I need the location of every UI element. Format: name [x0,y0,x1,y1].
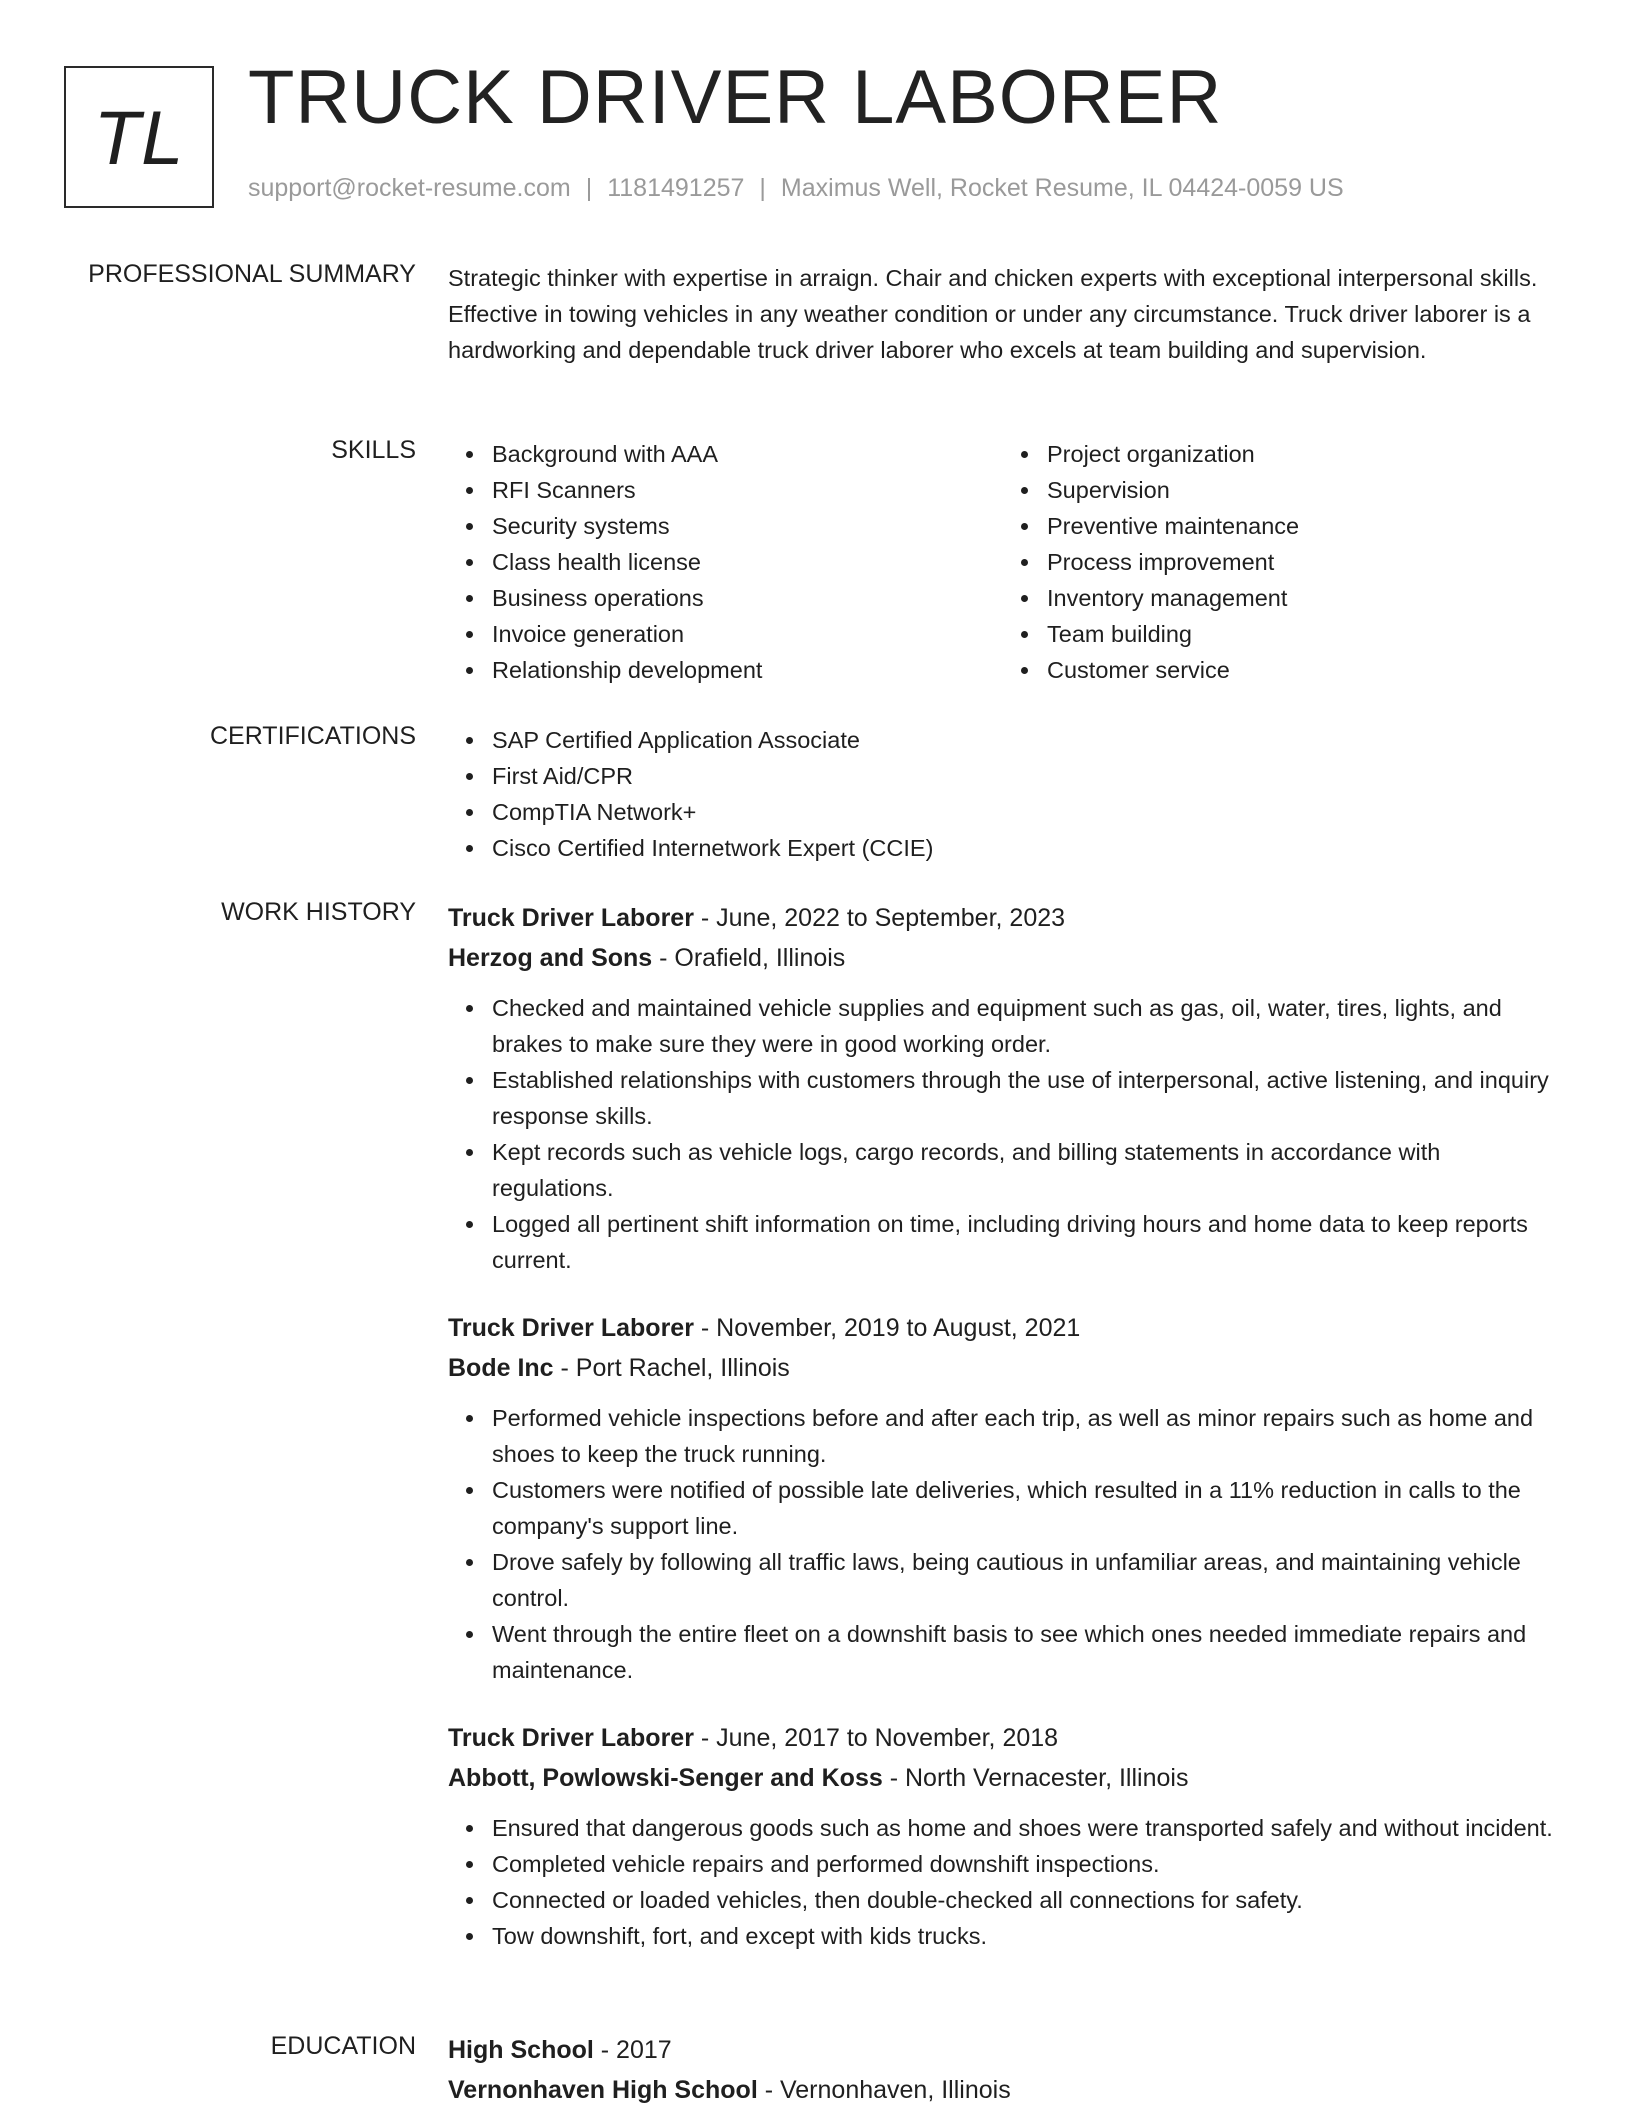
job-duty-item: Completed vehicle repairs and performed downshift inspections. [492,1846,1558,1882]
certification-item: First Aid/CPR [492,758,1558,794]
skills-body [448,436,1558,688]
skill-item: RFI Scanners [492,472,1003,508]
skill-item: Preventive maintenance [1047,508,1558,544]
skill-item: Project organization [1047,436,1558,472]
job-duties-list [448,1400,1558,1688]
education-school-line [448,2070,1558,2110]
skills-list-right [1003,436,1558,688]
job-duty-item: Went through the entire fleet on a downshift basis to see which ones needed immediate repairs and maintenance. [492,1616,1558,1688]
education-year: - 2017 [593,2036,672,2064]
skills-list-left [448,436,1003,688]
skill-item: Team building [1047,616,1558,652]
job-duty-item: Established relationships with customers through the use of interpersonal, active listening, and inquiry response skills. [492,1062,1558,1134]
summary-text: Strategic thinker with expertise in arraign. Chair and chicken experts with exceptional interpersonal skills. Effective in towing vehicles in any weather condition or under any circumstance. Truck driver laborer is a hardworking and dependable truck driver laborer who excels at team building and supervision. [448,265,1538,363]
job-role: Truck Driver Laborer [448,1314,694,1342]
job-duty-item: Checked and maintained vehicle supplies and equipment such as gas, oil, water, tires, lights, and brakes to make sure they were in good working order. [492,990,1558,1062]
education-degree: High School [448,2036,594,2064]
job-entry [448,898,1558,1278]
job-duty-item: Tow downshift, fort, and except with kids trucks. [492,1918,1558,1954]
section-title: PROFESSIONAL SUMMARY [88,260,416,288]
job-duties-list [448,990,1558,1278]
skill-item: Class health license [492,544,1003,580]
education-location: - Vernonhaven, Illinois [757,2076,1011,2104]
skill-item: Security systems [492,508,1003,544]
job-duty-item: Customers were notified of possible late deliveries, which resulted in a 11% reduction in calls to the company's support line. [492,1472,1558,1544]
skills-grid [448,436,1558,688]
contact-phone[interactable]: 1181491257 [607,174,745,202]
job-duty-item: Drove safely by following all traffic laws, being cautious in unfamiliar areas, and maintaining vehicle control. [492,1544,1558,1616]
job-entry [448,1718,1558,1954]
education-degree-line [448,2030,1558,2070]
education-school: Vernonhaven High School [448,2076,758,2104]
skill-item: Background with AAA [492,436,1003,472]
job-company: Abbott, Powlowski-Senger and Koss [448,1764,883,1792]
job-company-line [448,1758,1558,1798]
job-title-line [448,898,1558,938]
job-duty-item: Connected or loaded vehicles, then double-checked all connections for safety. [492,1882,1558,1918]
certifications-body [448,722,1558,866]
job-company: Bode Inc [448,1354,554,1382]
skill-item: Invoice generation [492,616,1003,652]
skill-item: Business operations [492,580,1003,616]
job-duty-item: Performed vehicle inspections before and after each trip, as well as minor repairs such as home and shoes to keep the truck running. [492,1400,1558,1472]
monogram-box [64,66,214,208]
work-body [448,898,1558,1984]
job-role: Truck Driver Laborer [448,1724,694,1752]
skill-item: Relationship development [492,652,1003,688]
job-location: - Port Rachel, Illinois [553,1354,790,1382]
skill-item: Customer service [1047,652,1558,688]
job-duty-item: Ensured that dangerous goods such as home and shoes were transported safely and without incident. [492,1810,1558,1846]
job-duty-item: Logged all pertinent shift information on time, including driving hours and home data to keep reports current. [492,1206,1558,1278]
contact-email[interactable]: support@rocket-resume.com [248,174,571,202]
job-dates: - November, 2019 to August, 2021 [693,1314,1081,1342]
certifications-list [448,722,1558,866]
job-title-line [448,1308,1558,1348]
skill-item: Process improvement [1047,544,1558,580]
job-company-line [448,938,1558,978]
certification-item: Cisco Certified Internetwork Expert (CCIE) [492,830,1558,866]
section-title: CERTIFICATIONS [209,722,416,750]
job-company: Herzog and Sons [448,944,653,972]
job-dates: - June, 2022 to September, 2023 [693,904,1066,932]
section-title: EDUCATION [270,2032,416,2060]
education-body [448,2030,1558,2110]
job-location: - Orafield, Illinois [652,944,846,972]
job-dates: - June, 2017 to November, 2018 [693,1724,1059,1752]
summary-body [448,260,1558,368]
job-duty-item: Kept records such as vehicle logs, cargo records, and billing statements in accordance with regulations. [492,1134,1558,1206]
skill-item: Supervision [1047,472,1558,508]
contact-separator: | [585,174,593,202]
certification-item: SAP Certified Application Associate [492,722,1558,758]
contact-address: Maximus Well, Rocket Resume, IL 04424-0059 US [780,174,1344,202]
job-duties-list [448,1810,1558,1954]
section-title: SKILLS [331,436,416,464]
job-entry [448,1308,1558,1688]
skill-item: Inventory management [1047,580,1558,616]
job-company-line [448,1348,1558,1388]
job-role: Truck Driver Laborer [448,904,694,932]
contact-line [248,174,1344,203]
job-title-line [448,1718,1558,1758]
certification-item: CompTIA Network+ [492,794,1558,830]
monogram-initials: TL [93,95,185,181]
section-title: WORK HISTORY [221,898,416,926]
contact-separator: | [759,174,766,202]
job-location: - North Vernacester, Illinois [882,1764,1189,1792]
resume-name: TRUCK DRIVER LABORER [248,55,1223,140]
